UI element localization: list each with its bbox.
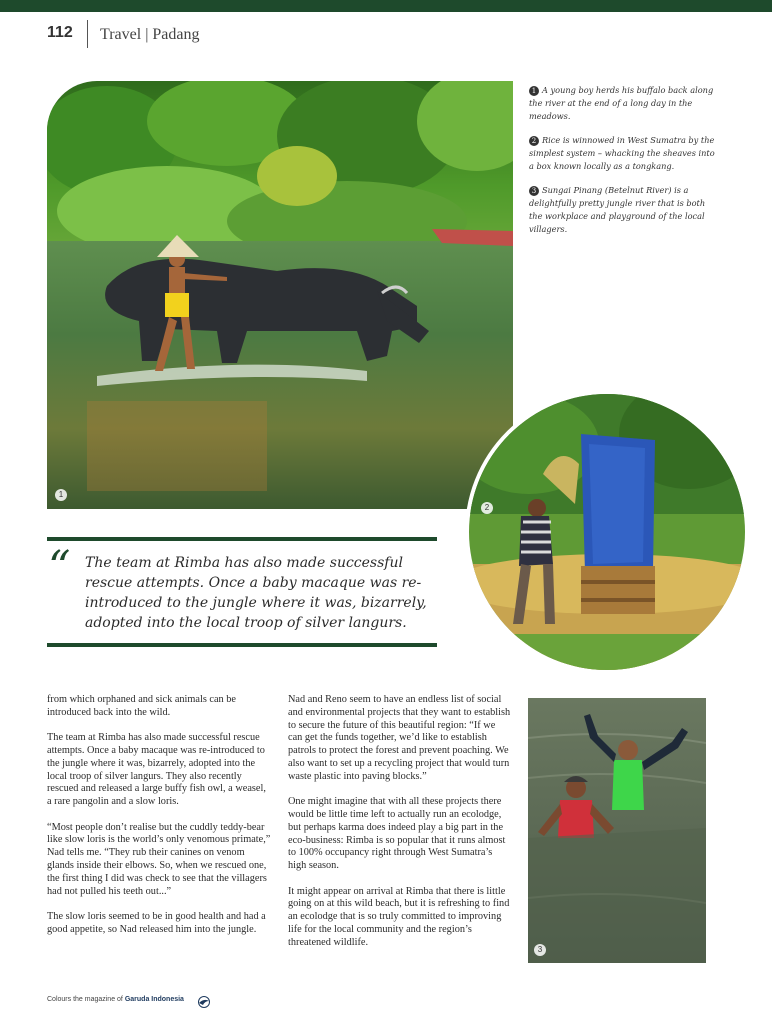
quote-rule-top bbox=[47, 537, 437, 541]
caption-1-text: A young boy herds his buffalo back along the river at the end of a long day in the meadows. bbox=[529, 85, 714, 121]
top-accent-bar bbox=[0, 0, 772, 12]
section-title: Travel | Padang bbox=[100, 26, 200, 43]
paragraph: “Most people don’t realise but the cuddly teddy-bear like slow loris is the world’s only venomous primate,” Nad tells me. “They rub their canines on venom glands inside their elbows. So, when we rescued one, the first thing I did was check to see that the villagers had not pulled his teeth out...” bbox=[47, 821, 271, 897]
pull-quote: The team at Rimba has also made successful rescue attempts. Once a baby macaque was re-introduced to the jungle where it was, bizarrely, adopted into the local troop of silver langurs. bbox=[85, 555, 427, 631]
photo-boy-buffalo bbox=[47, 81, 513, 509]
footer-prefix: Colours the magazine of bbox=[47, 996, 125, 1003]
paragraph: The team at Rimba has also made successful rescue attempts. Once a baby macaque was re-introduced to the jungle where it was, bizarrely, adopted into the local troop of silver langurs. They also recently rescued and released a large buffy fish owl, a weasel, a rare pangolin and a slow loris. bbox=[47, 732, 266, 808]
garuda-logo-icon bbox=[197, 993, 211, 1012]
photo-1-label: 1 bbox=[55, 489, 67, 501]
caption-1-number: 1 bbox=[529, 86, 539, 96]
photo-3-label: 3 bbox=[534, 944, 546, 956]
header-divider bbox=[87, 20, 88, 48]
caption-3-number: 3 bbox=[529, 186, 539, 196]
caption-2 bbox=[529, 134, 717, 173]
photo-captions bbox=[529, 84, 717, 247]
photo-boys-river bbox=[528, 698, 706, 963]
caption-3-text: Sungai Pinang (Betelnut River) is a delightfully pretty jungle river that is both the workplace and playground of the local villagers. bbox=[529, 185, 706, 234]
caption-1 bbox=[529, 84, 717, 123]
caption-2-number: 2 bbox=[529, 136, 539, 146]
footer-brand: Garuda Indonesia bbox=[124, 996, 184, 1003]
paragraph: One might imagine that with all these projects there would be little time left to actually run an ecolodge, but perhaps karma does indeed play a big part in the eco-business: Rimba is so popular that it runs almost to 100% occupancy right through West Sumatra’s high season. bbox=[288, 796, 506, 872]
caption-3 bbox=[529, 184, 717, 236]
body-column-2 bbox=[288, 694, 512, 962]
page-number: 112 bbox=[47, 24, 73, 41]
paragraph: from which orphaned and sick animals can be introduced back into the wild. bbox=[47, 694, 236, 718]
paragraph: It might appear on arrival at Rimba that there is little going on at this wild beach, but it is refreshing to find an ecolodge that is so truly committed to improving life for the local community and the region’s threatened wildlife. bbox=[288, 885, 510, 948]
photo-rice-winnowing bbox=[465, 390, 749, 674]
quote-mark: “ bbox=[48, 542, 71, 593]
photo-2-label: 2 bbox=[481, 502, 493, 514]
paragraph: Nad and Reno seem to have an endless list of social and environmental projects that they want to establish to secure the future of this beautiful region: “If we can get the funds together, we’d like to establish patrols to protect the forest and prevent poaching. We also want to set up a recycling project that would turn waste plastic into paving blocks.” bbox=[288, 694, 511, 782]
body-column-1 bbox=[47, 694, 273, 949]
footer-credit bbox=[47, 996, 184, 1003]
caption-2-text: Rice is winnowed in West Sumatra by the simplest system – whacking the sheaves into a box known locally as a tongkang. bbox=[529, 135, 715, 171]
paragraph: The slow loris seemed to be in good health and had a good appetite, so Nad released him into the jungle. bbox=[47, 910, 266, 935]
quote-rule-bottom bbox=[47, 643, 437, 647]
